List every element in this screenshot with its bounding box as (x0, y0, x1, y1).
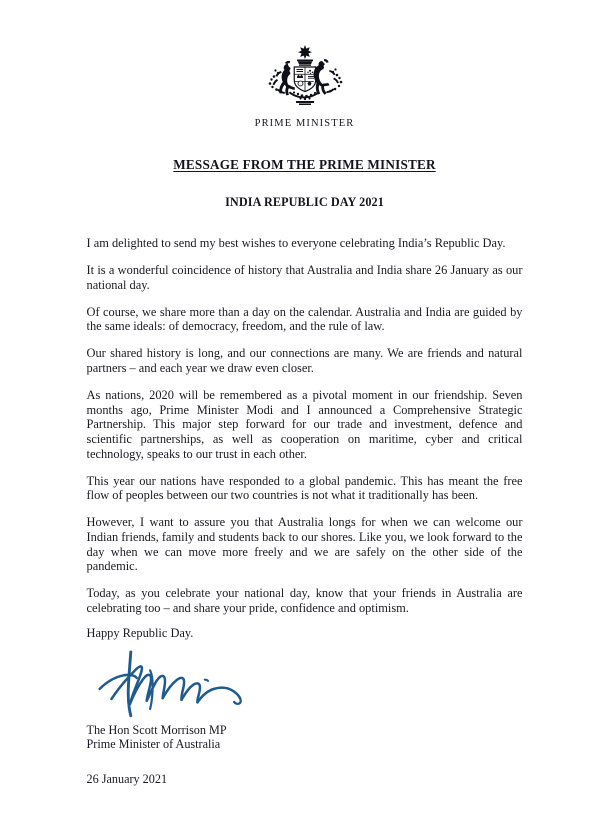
body-paragraph: However, I want to assure you that Australia longs for when we can welcome our Indian friends, family and students back to our shores. Like you, we look forward to the day when we can move more freely and we are safely on the other side of the pandemic. (86, 515, 523, 574)
page-title: MESSAGE FROM THE PRIME MINISTER (173, 157, 436, 172)
letter-body (87, 236, 523, 615)
signature-block (87, 723, 523, 751)
body-paragraph: It is a wonderful coincidence of history that Australia and India share 26 January as our national day. (86, 263, 523, 292)
handwritten-signature-icon (87, 645, 523, 721)
body-paragraph: This year our nations have responded to a global pandemic. This has meant the free flow of peoples between our two countries is not what it traditionally has been. (86, 473, 523, 503)
signer-name: The Hon Scott Morrison MP (86, 722, 227, 737)
letter-date: 26 January 2021 (86, 772, 168, 787)
body-paragraph: Today, as you celebrate your national day, know that your friends in Australia are celebrating too – and share your pride, confidence and optimism. (86, 586, 523, 615)
closing-salutation: Happy Republic Day. (86, 626, 194, 641)
heading-block (0, 157, 609, 210)
signer-title: Prime Minister of Australia (86, 737, 221, 752)
body-paragraph: I am delighted to send my best wishes to everyone celebrating India’s Republic Day. (86, 236, 506, 250)
body-paragraph: Of course, we share more than a day on the calendar. Australia and India are guided by the same ideals: of democracy, freedom, and the rule of law. (86, 304, 523, 334)
australian-coat-of-arms-icon (0, 42, 609, 110)
letterhead (0, 0, 609, 129)
signature-area (87, 645, 523, 723)
body-paragraph: Our shared history is long, and our connections are many. We are friends and natural partners – and each year we draw even closer. (86, 346, 523, 376)
body-paragraph: As nations, 2020 will be remembered as a pivotal moment in our friendship. Seven months ago, Prime Minister Modi and I announced a Comprehensive Strategic Partnership. This major step forward for our trade and investment, defence and scientific partnerships, as well as cooperation on maritime, cyber and critical technology, speaks to our trust in each other. (86, 388, 523, 461)
letterhead-title: PRIME MINISTER (254, 118, 355, 129)
page-subtitle: INDIA REPUBLIC DAY 2021 (225, 195, 384, 209)
